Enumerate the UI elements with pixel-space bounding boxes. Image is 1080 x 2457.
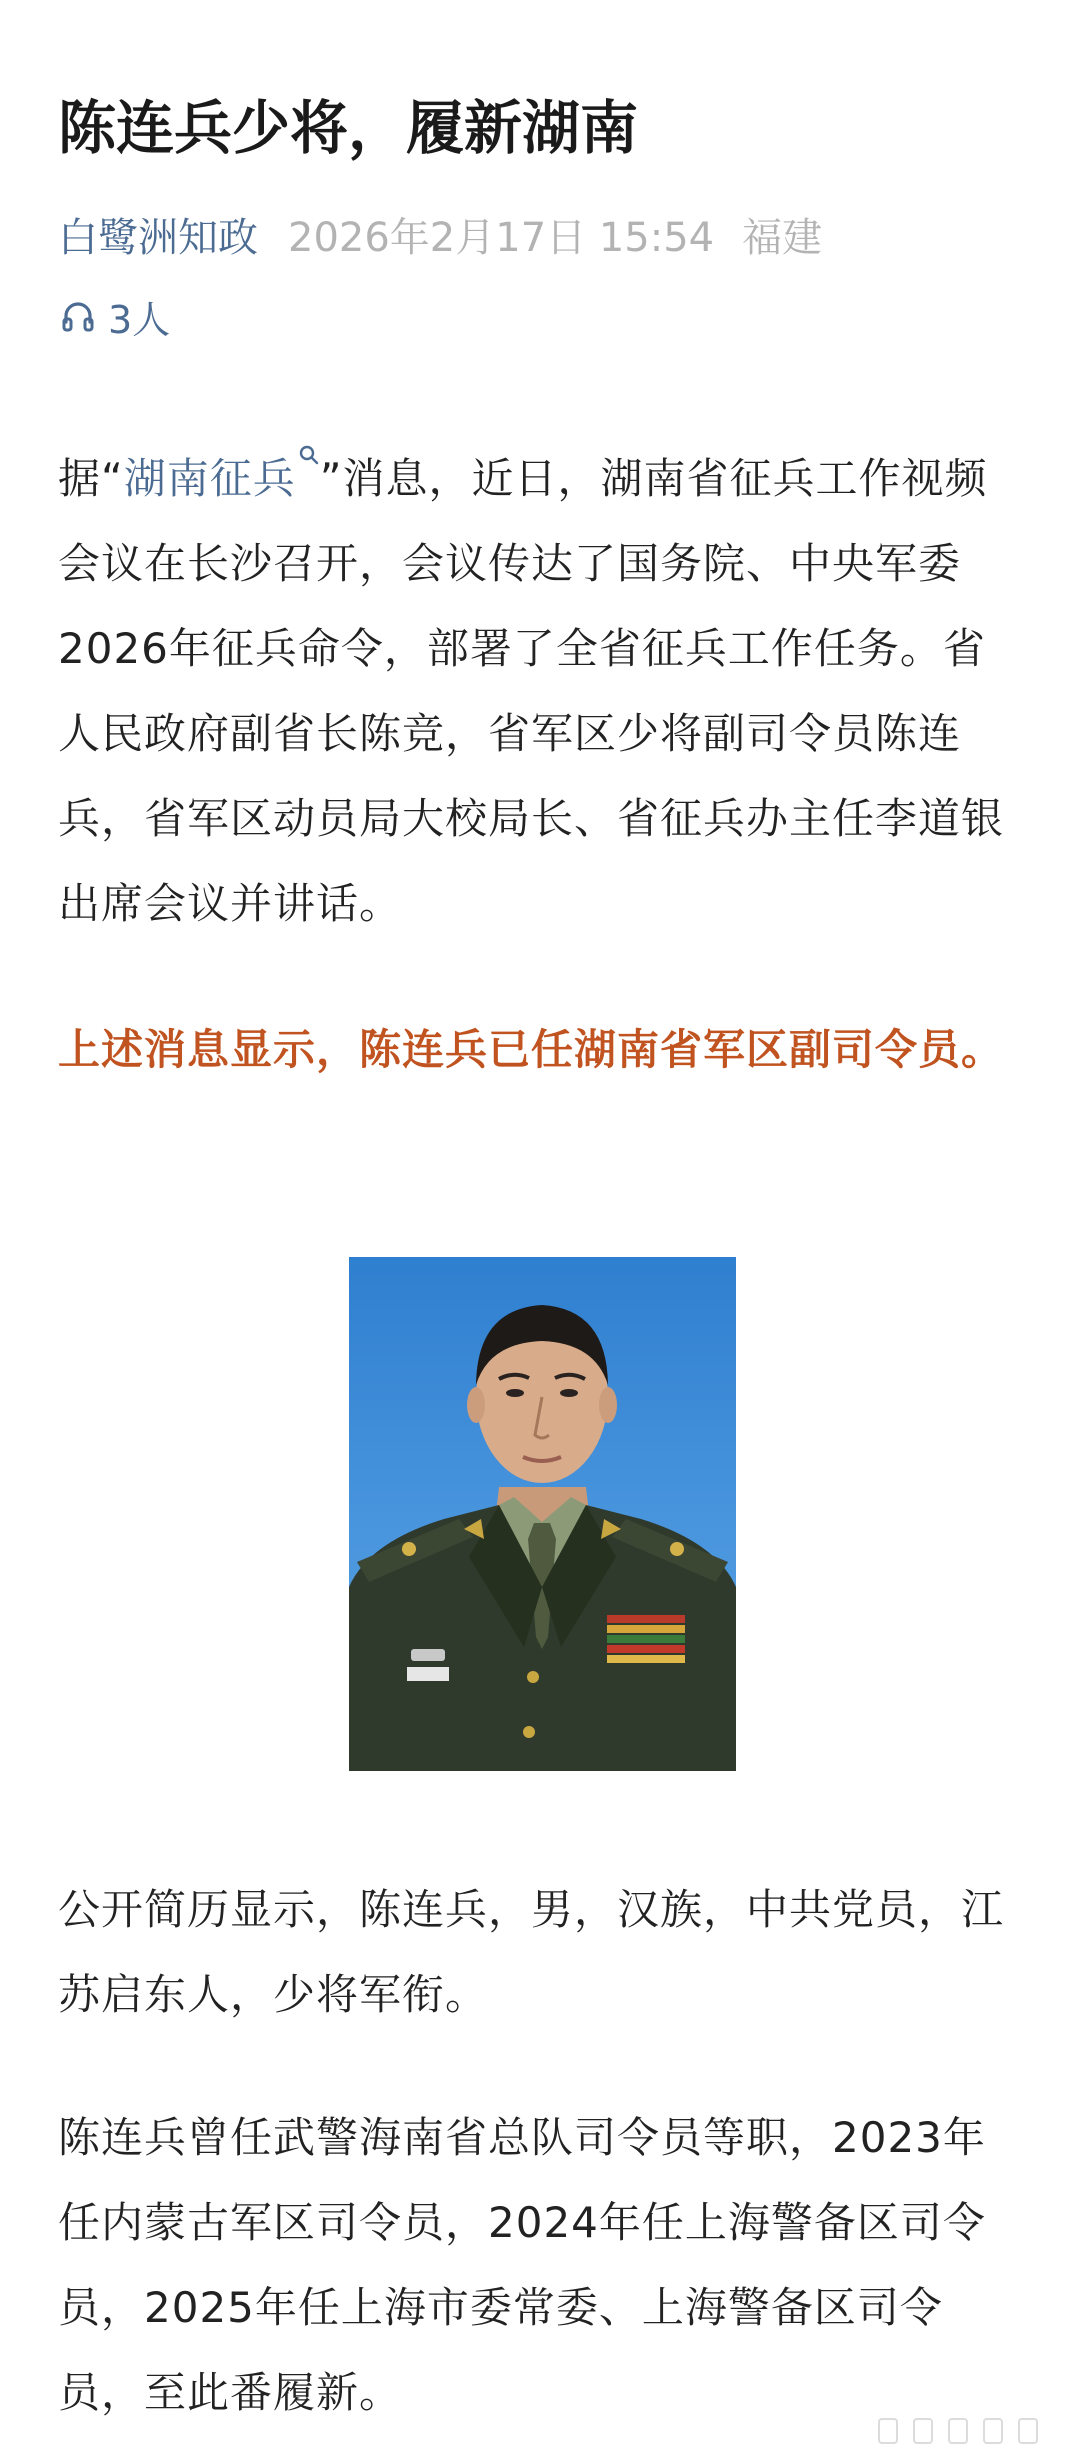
- watermark-mark: [1018, 2418, 1038, 2444]
- author-name[interactable]: 白鹭洲知政: [58, 214, 258, 261]
- headphones-icon: [60, 298, 96, 334]
- highlight-paragraph: 上述消息显示，陈连兵已任湖南省军区副司令员。: [58, 1025, 1005, 1074]
- listen-count[interactable]: [60, 288, 170, 344]
- watermark-logo: [878, 2418, 1038, 2448]
- publish-date: 2026年2月17日 15:54: [288, 214, 715, 261]
- article-meta: [58, 204, 822, 264]
- paragraph-1: [58, 436, 1024, 946]
- topic-link[interactable]: 湖南征兵: [123, 454, 296, 503]
- article-title: 陈连兵少将，履新湖南: [58, 94, 639, 162]
- publish-location: 福建: [742, 214, 823, 261]
- portrait-illustration: [349, 1257, 736, 1771]
- search-icon[interactable]: [298, 444, 320, 466]
- official-portrait: [349, 1257, 736, 1771]
- watermark-mark: [913, 2418, 933, 2444]
- watermark-mark: [948, 2418, 968, 2444]
- paragraph-3: 公开简历显示，陈连兵，男，汉族，中共党员，江苏启东人，少将军衔。: [58, 1885, 1005, 2019]
- watermark-mark: [878, 2418, 898, 2444]
- paragraph-1-prefix: 据“: [58, 454, 124, 503]
- watermark-mark: [983, 2418, 1003, 2444]
- paragraph-4: 陈连兵曾任武警海南省总队司令员等职，2023年任内蒙古军区司令员，2024年任上海警备区司令员，2025年任上海市委常委、上海警备区司令员，至此番履新。: [58, 2113, 986, 2417]
- paragraph-1-body: ”消息，近日，湖南省征兵工作视频会议在长沙召开，会议传达了国务院、中央军委2026年征兵命令，部署了全省征兵工作任务。省人民政府副省长陈竞，省军区少将副司令员陈连兵，省军区动员局大校局长、省征兵办主任李道银出席会议并讲话。: [58, 454, 1005, 928]
- listen-count-text: 3人: [108, 297, 171, 342]
